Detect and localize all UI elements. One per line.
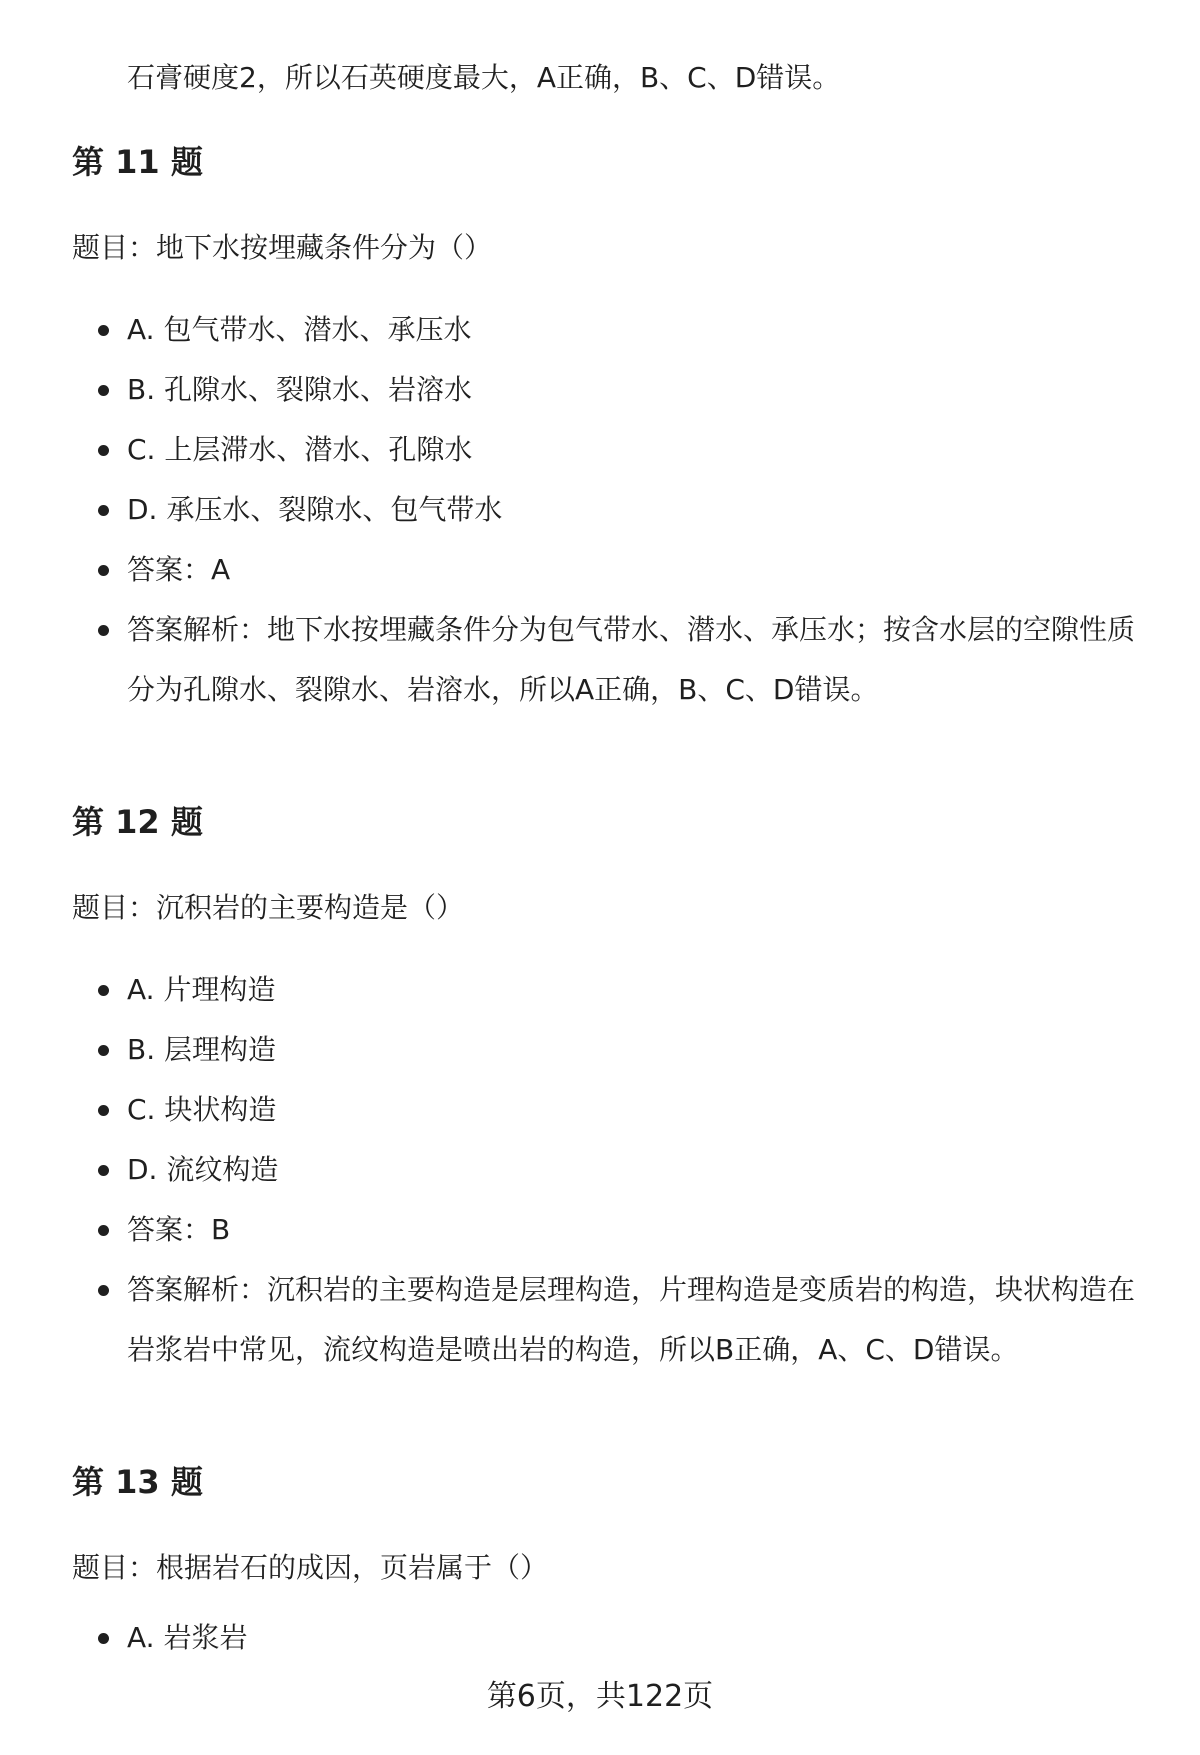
- question-stem: 题目：地下水按埋藏条件分为（）: [72, 231, 493, 264]
- continuation-text: 石膏硬度2，所以石英硬度最大，A正确，B、C、D错误。: [127, 61, 841, 94]
- bullet-icon: [98, 1045, 109, 1056]
- explanation-item: 答案解析：沉积岩的主要构造是层理构造，片理构造是变质岩的构造，块状构造在岩浆岩中常见，流纹构造是喷出岩的构造，所以B正确，A、C、D错误。: [0, 1260, 1200, 1380]
- bullet-icon: [98, 1105, 109, 1116]
- question-stem: 题目：根据岩石的成因，页岩属于（）: [72, 1551, 549, 1584]
- question-heading: 第 12 题: [72, 803, 203, 841]
- explanation-item: 答案解析：地下水按埋藏条件分为包气带水、潜水、承压水；按含水层的空隙性质分为孔隙水、裂隙水、岩溶水，所以A正确，B、C、D错误。: [0, 600, 1200, 720]
- option-item: B. 孔隙水、裂隙水、岩溶水: [0, 360, 1200, 420]
- question-stem: 题目：沉积岩的主要构造是（）: [72, 891, 465, 924]
- bullet-icon: [98, 985, 109, 996]
- bullet-icon: [98, 1285, 109, 1296]
- option-list: [0, 1608, 1200, 1668]
- option-item: D. 承压水、裂隙水、包气带水: [0, 480, 1200, 540]
- option-item: C. 块状构造: [0, 1080, 1200, 1140]
- option-item: D. 流纹构造: [0, 1140, 1200, 1200]
- answer-item: 答案：A: [0, 540, 1200, 600]
- question-heading: 第 13 题: [72, 1463, 203, 1501]
- bullet-icon: [98, 625, 109, 636]
- option-item: A. 岩浆岩: [0, 1608, 1200, 1668]
- option-list: [0, 960, 1200, 1380]
- option-list: [0, 300, 1200, 720]
- page-footer: 第6页，共122页: [486, 1679, 714, 1714]
- bullet-icon: [98, 565, 109, 576]
- bullet-icon: [98, 1633, 109, 1644]
- answer-item: 答案：B: [0, 1200, 1200, 1260]
- bullet-icon: [98, 445, 109, 456]
- option-item: A. 片理构造: [0, 960, 1200, 1020]
- question-heading: 第 11 题: [72, 143, 203, 181]
- option-item: B. 层理构造: [0, 1020, 1200, 1080]
- bullet-icon: [98, 1165, 109, 1176]
- bullet-icon: [98, 385, 109, 396]
- option-item: C. 上层滞水、潜水、孔隙水: [0, 420, 1200, 480]
- bullet-icon: [98, 505, 109, 516]
- bullet-icon: [98, 325, 109, 336]
- bullet-icon: [98, 1225, 109, 1236]
- option-item: A. 包气带水、潜水、承压水: [0, 300, 1200, 360]
